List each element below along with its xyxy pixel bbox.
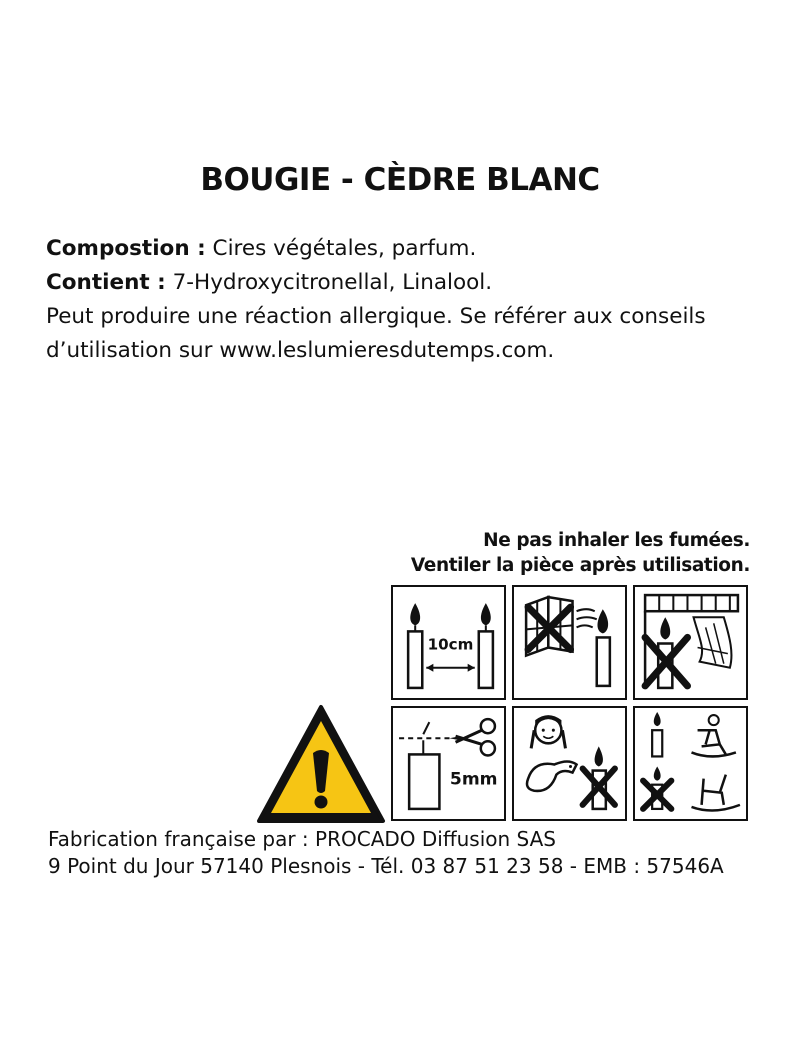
manufacturer-line1: Fabrication française par : PROCADO Diffusion SAS bbox=[48, 827, 556, 851]
no-draft-icon bbox=[512, 585, 627, 700]
warning-triangle-icon bbox=[256, 703, 386, 825]
trim-wick-icon bbox=[391, 706, 506, 821]
manufacturer-line2: 9 Point du Jour 57140 Plesnois - Tél. 03 87 51 23 58 - EMB : 57546A bbox=[48, 854, 724, 878]
contains-line bbox=[46, 266, 766, 300]
allergy-warning-line2: d’utilisation sur www.leslumieresdutemps.com. bbox=[46, 338, 555, 363]
safety-pictogram-grid bbox=[391, 585, 748, 823]
manufacturer-info bbox=[48, 826, 724, 880]
composition-line bbox=[46, 232, 766, 266]
candle-distance-icon bbox=[391, 585, 506, 700]
no-unattended-icon bbox=[633, 706, 748, 821]
wick-length-label: 5mm bbox=[449, 769, 498, 790]
composition-block bbox=[46, 232, 766, 368]
composition-label: Compostion : bbox=[46, 236, 206, 261]
allergy-warning-line1: Peut produire une réaction allergique. Se référer aux conseils bbox=[46, 304, 706, 329]
no-flammable-icon bbox=[633, 585, 748, 700]
safety-warning-line1: Ne pas inhaler les fumées. bbox=[483, 530, 750, 551]
contains-label: Contient : bbox=[46, 270, 166, 295]
keep-from-children-pets-icon bbox=[512, 706, 627, 821]
safety-warning-text bbox=[411, 528, 750, 578]
safety-warning-line2: Ventiler la pièce après utilisation. bbox=[410, 555, 750, 576]
product-title: BOUGIE - CÈDRE BLANC bbox=[200, 162, 600, 198]
composition-value: Cires végétales, parfum. bbox=[205, 236, 477, 261]
contains-value: 7-Hydroxycitronellal, Linalool. bbox=[165, 270, 493, 295]
distance-label: 10cm bbox=[427, 635, 474, 654]
